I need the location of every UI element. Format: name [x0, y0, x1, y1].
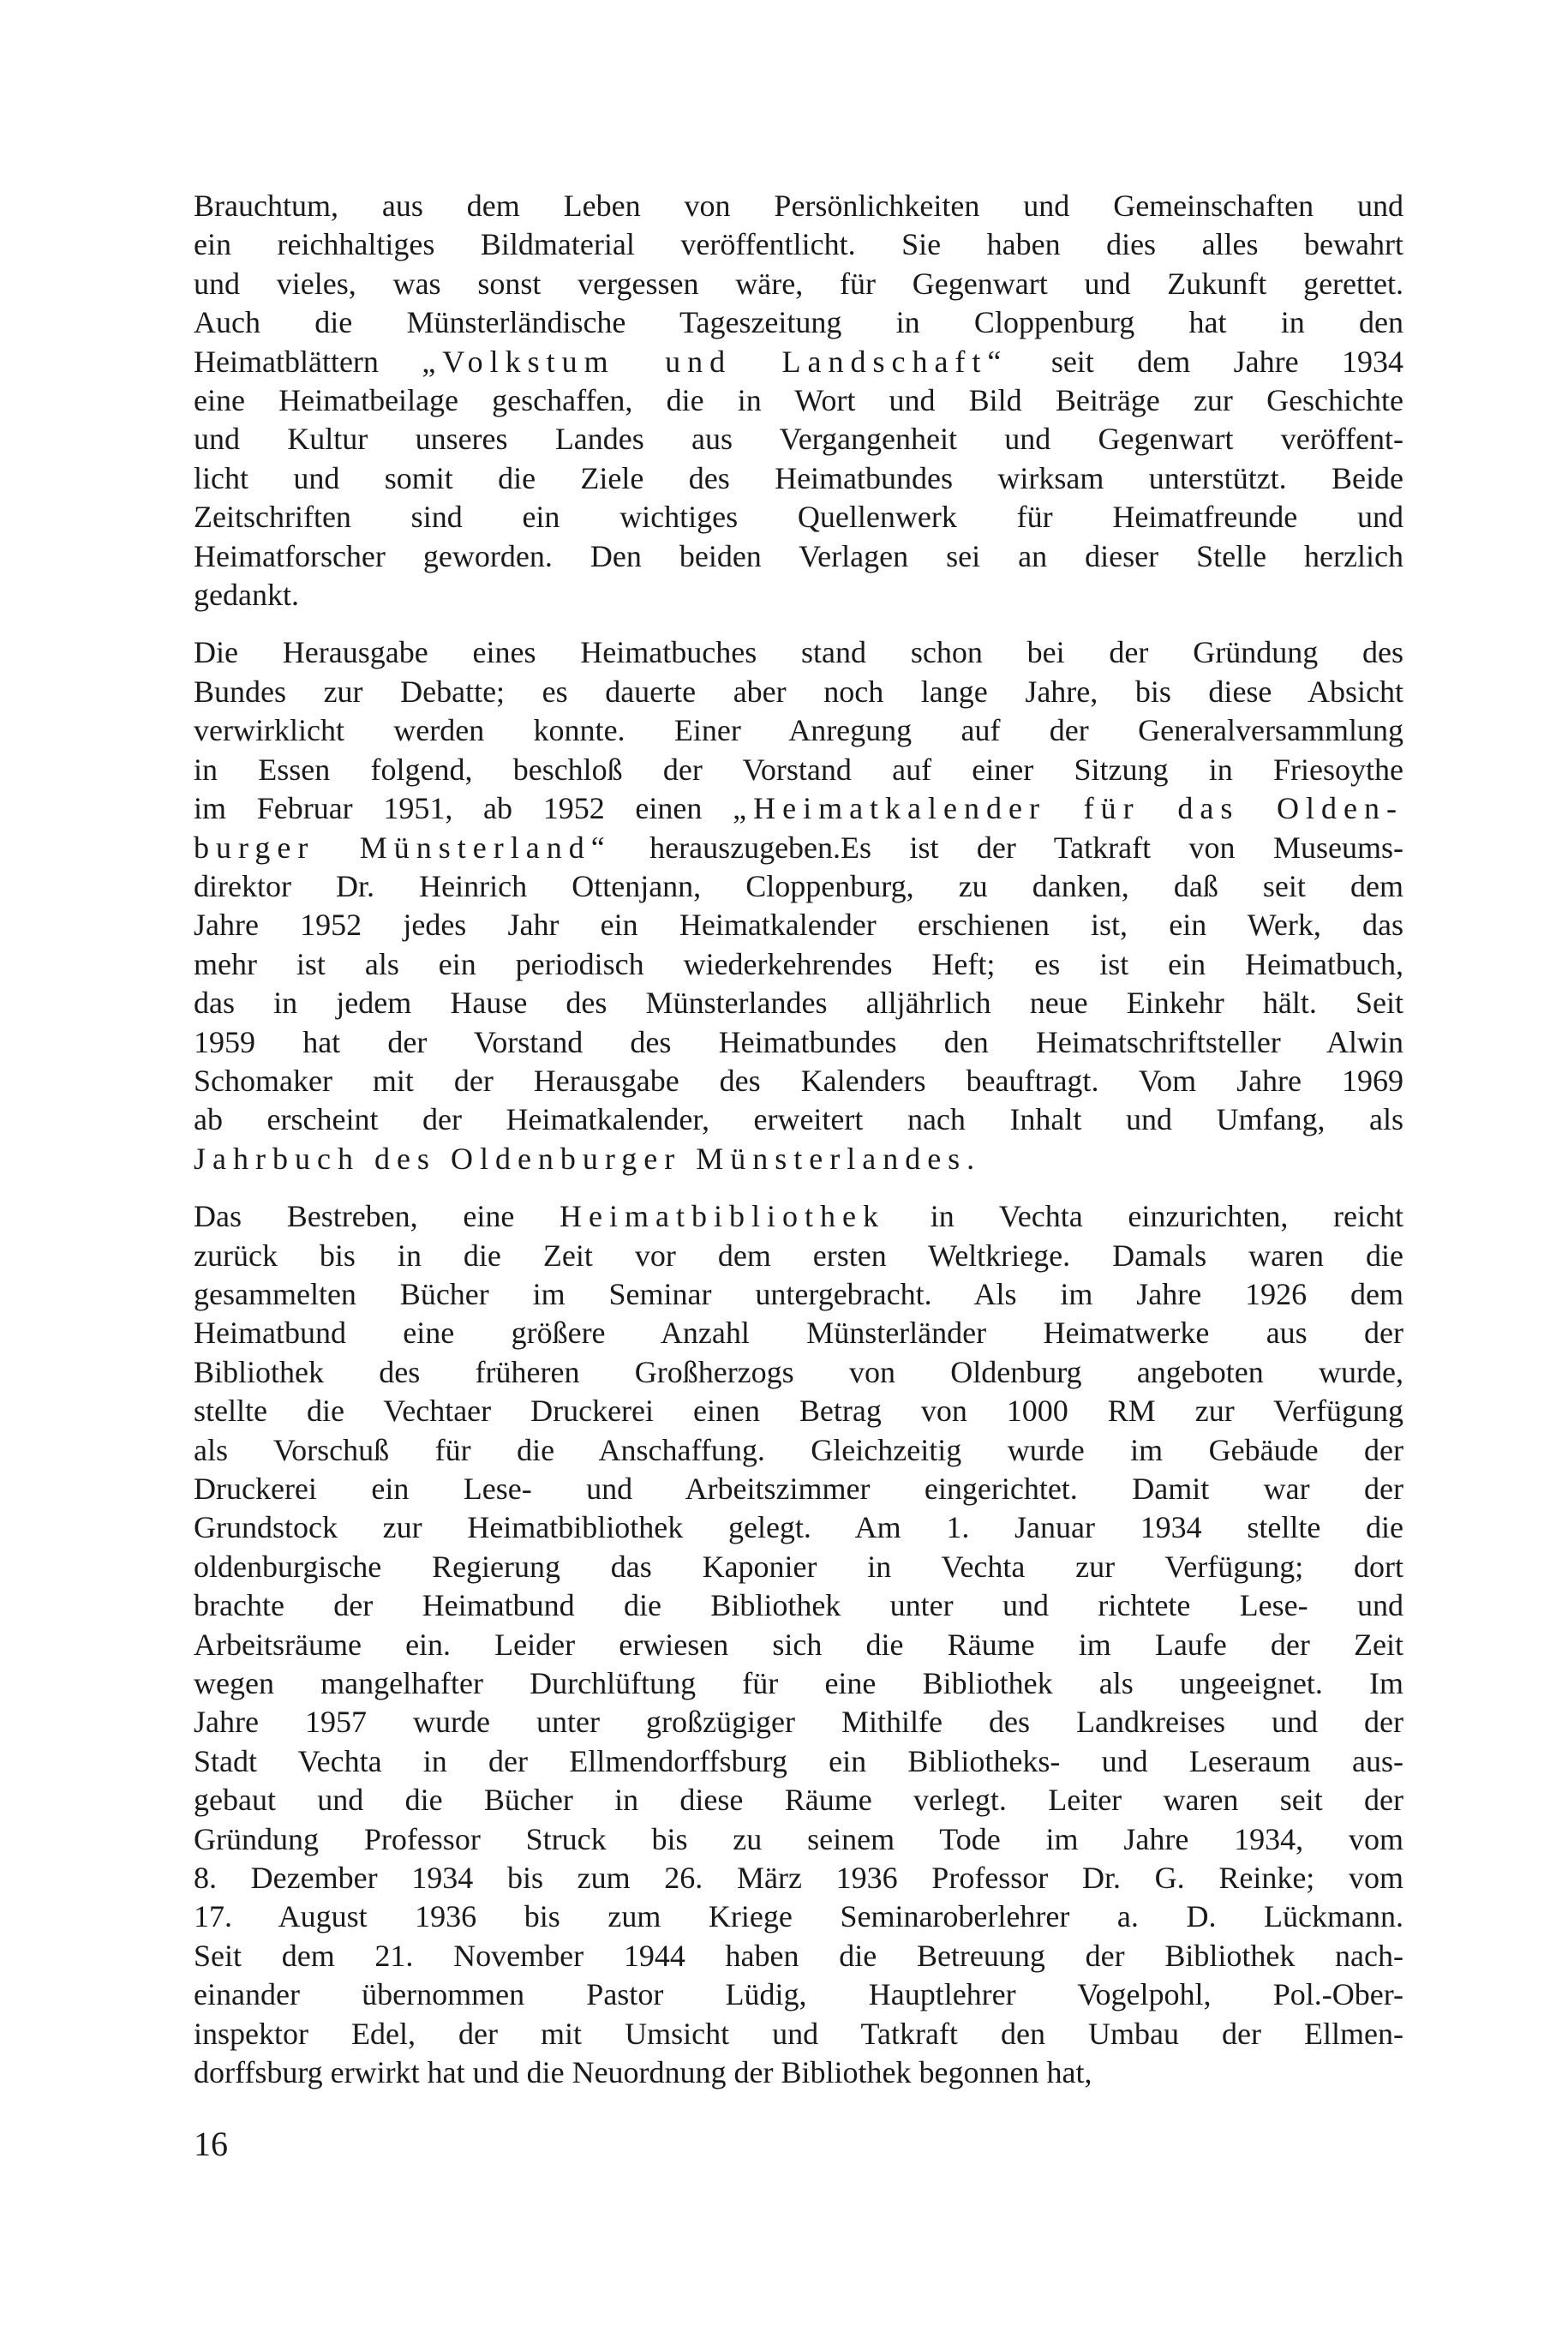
- text-segment: herauszugeben.Es ist der Tatkraft von Museums-: [611, 830, 1403, 865]
- text-line: [194, 1314, 1403, 1352]
- text-line: [194, 1237, 1403, 1275]
- text-line: [194, 1937, 1403, 1975]
- text-segment: stellte die Vechtaer Druckerei einen Betrag von 1000 RM zur Verfügung: [194, 1394, 1403, 1429]
- text-line: [194, 829, 1403, 867]
- text-segment: Heimatbund eine größere Anzahl Münsterländer Heimatwerke aus der: [194, 1316, 1403, 1351]
- text-line: [194, 1275, 1403, 1314]
- text-segment: 17. August 1936 bis zum Kriege Seminaroberlehrer a. D. Lückmann.: [194, 1899, 1403, 1934]
- text-segment: Zeitschriften sind ein wichtiges Quellenwerk für Heimatfreunde und: [194, 500, 1403, 535]
- text-segment: Gründung Professor Struck bis zu seinem Tode im Jahre 1934, vom: [194, 1821, 1403, 1856]
- text-line: [194, 537, 1403, 576]
- text-segment: 8. Dezember 1934 bis zum 26. März 1936 Professor Dr. G. Reinke; vom: [194, 1861, 1403, 1896]
- page-body: [194, 187, 1403, 2093]
- paragraph-1: [194, 187, 1403, 614]
- text-line: [194, 1197, 1403, 1236]
- text-line: [194, 1140, 1403, 1178]
- text-segment: in Vechta einzurichten, reicht: [884, 1199, 1403, 1234]
- text-segment: Das Bestreben, eine: [194, 1199, 560, 1234]
- text-segment: Heimatblättern: [194, 344, 422, 379]
- text-segment: gebaut und die Bücher in diese Räume verlegt. Leiter waren seit der: [194, 1783, 1403, 1818]
- text-line: [194, 945, 1403, 984]
- text-line: [194, 1353, 1403, 1392]
- text-segment: ab erscheint der Heimatkalender, erweitert nach Inhalt und Umfang, als: [194, 1102, 1403, 1137]
- text-line: [194, 303, 1403, 342]
- text-segment: Bundes zur Debatte; es dauerte aber noch lange Jahre, bis diese Absicht: [194, 674, 1403, 709]
- text-line: [194, 1742, 1403, 1781]
- text-segment: 1959 hat der Vorstand des Heimatbundes den Heimatschriftsteller Alwin: [194, 1024, 1403, 1059]
- emphasized-text: Jahrbuch des Oldenburger Münsterlandes.: [194, 1141, 982, 1176]
- text-line: [194, 343, 1403, 381]
- text-segment: licht und somit die Ziele des Heimatbundes wirksam unterstützt. Beide: [194, 460, 1403, 495]
- text-line: [194, 498, 1403, 537]
- text-segment: gedankt.: [194, 578, 299, 613]
- text-line: [194, 187, 1403, 225]
- text-line: [194, 420, 1403, 459]
- emphasized-text: „Heimatkalender für das Olden-: [733, 791, 1404, 826]
- text-line: [194, 1548, 1403, 1586]
- text-segment: dorffsburg erwirkt hat und die Neuordnung der Bibliothek begonnen hat,: [194, 2055, 1092, 2090]
- text-segment: direktor Dr. Heinrich Ottenjann, Cloppenburg, zu danken, daß seit dem: [194, 868, 1403, 903]
- text-line: [194, 633, 1403, 672]
- text-line: [194, 381, 1403, 420]
- text-line: [194, 265, 1403, 303]
- text-segment: als Vorschuß für die Anschaffung. Gleichzeitig wurde im Gebäude der: [194, 1432, 1403, 1467]
- text-segment: mehr ist als ein periodisch wiederkehrendes Heft; es ist ein Heimatbuch,: [194, 946, 1403, 981]
- text-segment: oldenburgische Regierung das Kaponier in Vechta zur Verfügung; dort: [194, 1549, 1403, 1584]
- text-line: [194, 906, 1403, 944]
- emphasized-text: „Volkstum und Landschaft“: [422, 344, 1008, 379]
- text-line: [194, 1975, 1403, 2014]
- text-line: [194, 1820, 1403, 1859]
- text-segment: seit dem Jahre 1934: [1008, 344, 1403, 379]
- text-segment: Die Herausgabe eines Heimatbuches stand schon bei der Gründung des: [194, 635, 1403, 670]
- text-line: [194, 984, 1403, 1022]
- text-line: [194, 2053, 1403, 2092]
- text-line: [194, 1023, 1403, 1062]
- text-line: [194, 1062, 1403, 1100]
- text-line: [194, 459, 1403, 498]
- text-segment: zurück bis in die Zeit vor dem ersten Weltkriege. Damals waren die: [194, 1238, 1403, 1273]
- text-line: [194, 2015, 1403, 2053]
- text-line: [194, 1100, 1403, 1139]
- text-line: [194, 673, 1403, 711]
- text-segment: gesammelten Bücher im Seminar untergebracht. Als im Jahre 1926 dem: [194, 1276, 1403, 1311]
- text-line: [194, 1859, 1403, 1897]
- text-segment: Schomaker mit der Herausgabe des Kalenders beauftragt. Vom Jahre 1969: [194, 1063, 1403, 1098]
- paragraph-3: [194, 1197, 1403, 2092]
- text-segment: Arbeitsräume ein. Leider erwiesen sich die Räume im Laufe der Zeit: [194, 1627, 1403, 1662]
- text-segment: Jahre 1957 wurde unter großzügiger Mithilfe des Landkreises und der: [194, 1705, 1403, 1740]
- text-line: [194, 225, 1403, 264]
- text-line: [194, 1897, 1403, 1936]
- text-segment: eine Heimatbeilage geschaffen, die in Wort und Bild Beiträge zur Geschichte: [194, 383, 1403, 418]
- text-segment: in Essen folgend, beschloß der Vorstand auf einer Sitzung in Friesoythe: [194, 752, 1403, 787]
- text-segment: Brauchtum, aus dem Leben von Persönlichkeiten und Gemeinschaften und: [194, 189, 1403, 223]
- text-segment: und vieles, was sonst vergessen wäre, für Gegenwart und Zukunft gerettet.: [194, 266, 1403, 301]
- text-line: [194, 1392, 1403, 1430]
- text-line: [194, 711, 1403, 750]
- text-line: [194, 1703, 1403, 1742]
- text-segment: ein reichhaltiges Bildmaterial veröffentlicht. Sie haben dies alles bewahrt: [194, 227, 1403, 262]
- text-segment: inspektor Edel, der mit Umsicht und Tatkraft den Umbau der Ellmen-: [194, 2016, 1403, 2051]
- text-segment: und Kultur unseres Landes aus Vergangenheit und Gegenwart veröffent-: [194, 422, 1403, 457]
- text-segment: Grundstock zur Heimatbibliothek gelegt. Am 1. Januar 1934 stellte die: [194, 1510, 1403, 1545]
- paragraph-2: [194, 633, 1403, 1178]
- text-line: [194, 789, 1403, 828]
- text-segment: Auch die Münsterländische Tageszeitung in Cloppenburg hat in den: [194, 305, 1403, 340]
- emphasized-text: burger Münsterland“: [194, 830, 612, 865]
- text-segment: Seit dem 21. November 1944 haben die Betreuung der Bibliothek nach-: [194, 1938, 1403, 1973]
- text-segment: Druckerei ein Lese- und Arbeitszimmer eingerichtet. Damit war der: [194, 1472, 1403, 1506]
- text-line: [194, 1431, 1403, 1470]
- text-segment: verwirklicht werden konnte. Einer Anregung auf der Generalversammlung: [194, 713, 1403, 748]
- text-segment: Heimatforscher geworden. Den beiden Verlagen sei an dieser Stelle herzlich: [194, 538, 1403, 573]
- text-segment: das in jedem Hause des Münsterlandes alljährlich neue Einkehr hält. Seit: [194, 986, 1403, 1021]
- page-number: 16: [194, 2125, 228, 2163]
- text-segment: brachte der Heimatbund die Bibliothek unter und richtete Lese- und: [194, 1588, 1403, 1623]
- text-segment: Bibliothek des früheren Großherzogs von Oldenburg angeboten wurde,: [194, 1354, 1403, 1389]
- text-line: [194, 751, 1403, 789]
- emphasized-text: Heimatbibliothek: [560, 1199, 885, 1234]
- text-line: [194, 867, 1403, 906]
- text-line: [194, 1586, 1403, 1625]
- text-segment: wegen mangelhafter Durchlüftung für eine Bibliothek als ungeeignet. Im: [194, 1666, 1403, 1701]
- text-line: [194, 1470, 1403, 1508]
- text-line: [194, 1626, 1403, 1664]
- text-line: [194, 1781, 1403, 1819]
- text-segment: einander übernommen Pastor Lüdig, Hauptlehrer Vogelpohl, Pol.-Ober-: [194, 1977, 1403, 2012]
- text-segment: Jahre 1952 jedes Jahr ein Heimatkalender erschienen ist, ein Werk, das: [194, 908, 1403, 943]
- text-segment: im Februar 1951, ab 1952 einen: [194, 791, 733, 826]
- text-line: [194, 1508, 1403, 1547]
- text-line: [194, 1664, 1403, 1703]
- text-line: [194, 576, 1403, 614]
- text-segment: Stadt Vechta in der Ellmendorffsburg ein Bibliotheks- und Leseraum aus-: [194, 1743, 1403, 1778]
